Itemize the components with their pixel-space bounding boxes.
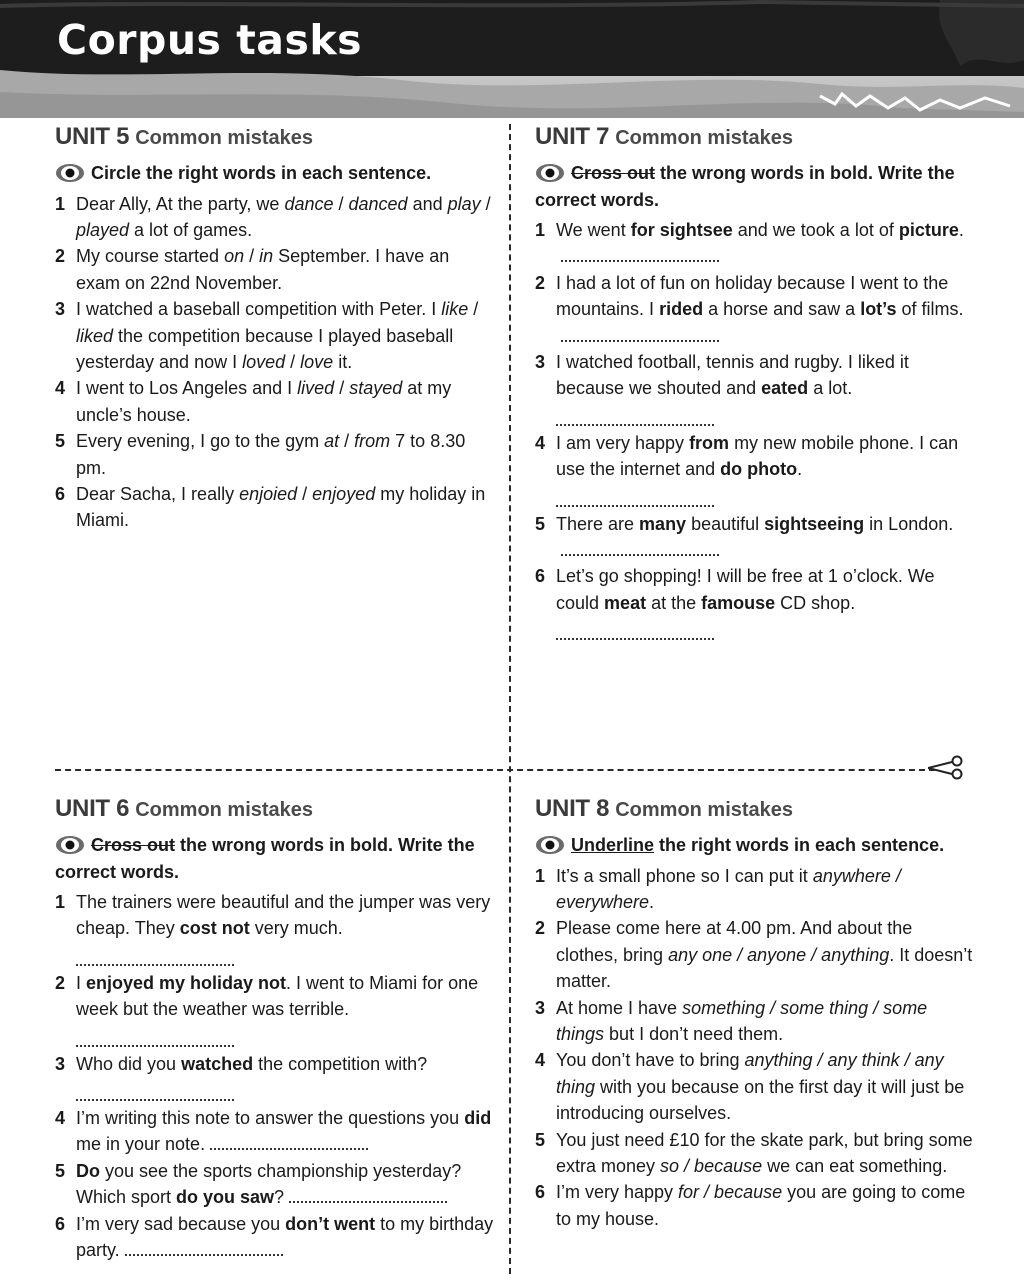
list-item: 5 There are many beautiful sightseeing in London. (535, 511, 975, 564)
list-item: 2 I enjoyed my holiday not. I went to Miami for one week but the weather was terrible. (55, 970, 495, 1047)
corpus-eye-icon (535, 835, 565, 855)
corpus-eye-icon (535, 163, 565, 183)
instruction: Circle the right words in each sentence. (55, 160, 495, 187)
unit-heading (55, 122, 495, 153)
option[interactable]: love (300, 351, 334, 372)
list-item: 1 It’s a small phone so I can put it anywhere / everywhere. (535, 865, 901, 912)
option-group[interactable]: anywhere / everywhere (556, 865, 901, 912)
list-item: 2 Please come here at 4.00 pm. And about the clothes, bring any one / anyone / anything. It doesn’t matter. (535, 918, 973, 992)
question-list (55, 889, 495, 1263)
list-item: 5 Every evening, I go to the gym at / from 7 to 8.30 pm. (55, 431, 466, 478)
option-group[interactable]: any one / anyone / anything (668, 944, 890, 965)
list-item: 3 Who did you watched the competition with? (55, 1051, 495, 1101)
answer-blank[interactable] (561, 538, 719, 556)
list-item: 5 You just need £10 for the skate park, but bring some extra money so / because we can eat something. (535, 1129, 973, 1176)
list-item: 2 I had a lot of fun on holiday because I went to the mountains. I rided a horse and saw a lot’s of films. (535, 270, 975, 349)
answer-blank[interactable] (76, 1077, 234, 1101)
unit-number: UNIT 7 (535, 123, 610, 150)
list-item: 4 I’m writing this note to answer the questions you did me in your note. (55, 1108, 492, 1155)
option[interactable]: like (441, 299, 469, 320)
list-item: 4 I went to Los Angeles and I lived / stayed at my uncle’s house. (55, 378, 452, 425)
unit-subtitle: Common mistakes (615, 127, 794, 149)
unit-heading (535, 122, 975, 153)
unit-number: UNIT 5 (55, 123, 130, 150)
answer-blank[interactable] (561, 244, 719, 262)
option-group[interactable]: for / because (678, 1182, 783, 1203)
list-item: 1 The trainers were beautiful and the jumper was very cheap. They cost not very much. (55, 889, 495, 966)
list-item: 6 I’m very happy for / because you are going to come to my house. (535, 1182, 966, 1229)
question-list (535, 863, 975, 1233)
option[interactable]: stayed (349, 378, 403, 399)
option[interactable]: in (259, 246, 274, 267)
option-group[interactable]: so / because (660, 1155, 763, 1176)
instruction: Cross out the wrong words in bold. Write the correct words. (55, 835, 475, 882)
answer-blank[interactable] (289, 1185, 447, 1203)
list-item: 3 I watched a baseball competition with Peter. I like / liked the competition because I played baseball yesterday and now I loved / love it. (55, 299, 479, 372)
section-unit-5 (55, 122, 495, 534)
option[interactable]: at (324, 431, 340, 452)
list-item: 6 Dear Sacha, I really enjoied / enjoyed my holiday in Miami. (55, 483, 486, 531)
unit-subtitle: Common mistakes (135, 127, 314, 149)
question-list (55, 191, 495, 534)
list-item: 3 I watched football, tennis and rugby. I liked it because we shouted and eated a lot. (535, 349, 975, 426)
list-item: 2 My course started on / in September. I have an exam on 22nd November. (55, 246, 450, 293)
unit-number: UNIT 6 (55, 795, 130, 822)
option[interactable]: enjoied (239, 483, 298, 504)
unit-heading (55, 794, 495, 825)
answer-blank[interactable] (125, 1238, 283, 1256)
option-group[interactable]: anything / any think / any thing (556, 1050, 944, 1097)
section-unit-7 (535, 122, 975, 644)
unit-heading (535, 794, 975, 825)
option[interactable]: played (76, 219, 130, 240)
answer-blank[interactable] (556, 483, 714, 507)
section-unit-6 (55, 794, 495, 1263)
list-item: 1 Dear Ally, At the party, we dance / danced and play / played a lot of games. (55, 193, 491, 240)
option[interactable]: on (224, 246, 245, 267)
header-banner (0, 0, 1024, 118)
answer-blank[interactable] (210, 1132, 368, 1150)
option[interactable]: danced (348, 193, 408, 214)
horizontal-cut-line (55, 769, 935, 771)
list-item: 4 You don’t have to bring anything / any think / any thing with you because on the first day it will just be introducing ourselves. (535, 1050, 965, 1124)
answer-blank[interactable] (556, 616, 714, 640)
unit-subtitle: Common mistakes (615, 799, 794, 821)
list-item: 3 At home I have something / some thing / some things but I don’t need them. (535, 997, 928, 1044)
question-list (535, 217, 975, 640)
section-unit-8 (535, 794, 975, 1232)
corpus-eye-icon (55, 163, 85, 183)
option[interactable]: lived (297, 378, 335, 399)
list-item: 6 Let’s go shopping! I will be free at 1 o’clock. We could meat at the famouse CD shop. (535, 563, 975, 640)
vertical-cut-line (509, 124, 511, 1274)
instruction: Underline the right words in each sentence. (535, 832, 975, 859)
list-item: 4 I am very happy from my new mobile phone. I can use the internet and do photo. (535, 430, 975, 507)
option[interactable]: dance (284, 193, 334, 214)
list-item: 6 I’m very sad because you don’t went to my birthday party. (55, 1213, 494, 1261)
unit-number: UNIT 8 (535, 795, 610, 822)
answer-blank[interactable] (76, 942, 234, 966)
option-group[interactable]: something / some thing / some things (556, 997, 928, 1044)
option[interactable]: enjoyed (312, 483, 376, 504)
option[interactable]: from (354, 431, 391, 452)
corpus-eye-icon (55, 835, 85, 855)
answer-blank[interactable] (561, 324, 719, 342)
answer-blank[interactable] (556, 402, 714, 426)
list-item: 1 We went for sightsee and we took a lot of picture. (535, 217, 975, 270)
instruction: Cross out the wrong words in bold. Write the correct words. (535, 163, 955, 210)
option[interactable]: loved (242, 351, 286, 372)
option[interactable]: play (447, 193, 481, 214)
list-item: 5 Do you see the sports championship yesterday? Which sport do you saw? (55, 1160, 462, 1208)
page-title: Corpus tasks (57, 16, 363, 64)
unit-subtitle: Common mistakes (135, 799, 314, 821)
scissors-icon (928, 753, 966, 781)
answer-blank[interactable] (76, 1023, 234, 1047)
option[interactable]: liked (76, 325, 114, 346)
